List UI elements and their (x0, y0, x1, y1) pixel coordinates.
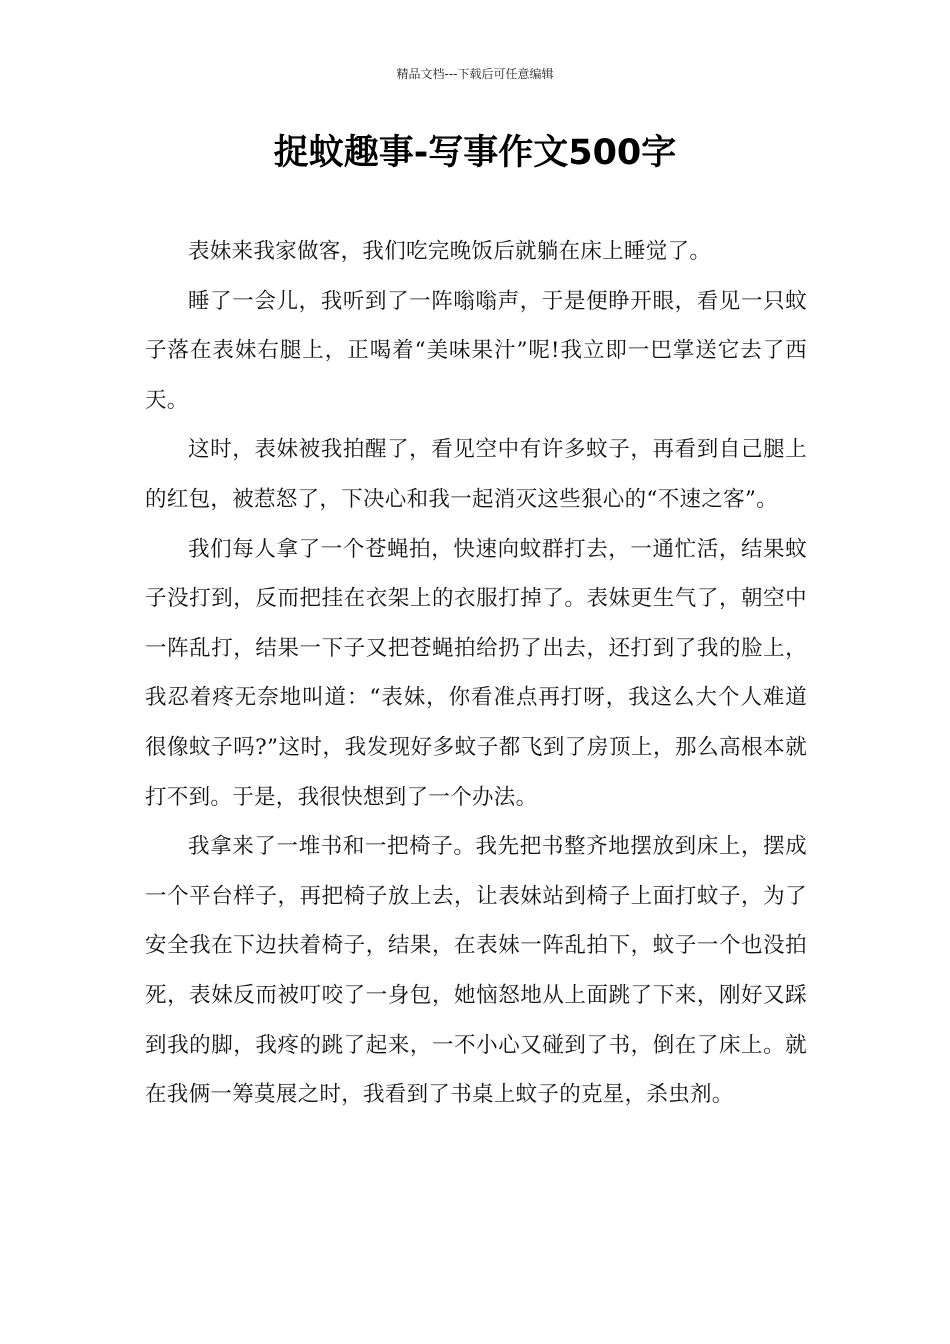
paragraph: 表妹来我家做客，我们吃完晚饭后就躺在床上睡觉了。 (188, 239, 712, 264)
paragraph: 睡了一会儿，我听到了一阵嗡嗡声，于是便睁开眼，看见一只蚊子落在表妹右腿上，正喝着“美味果汁”呢!我立即一巴掌送它去了西天。 (145, 288, 807, 413)
page-header-note: 精品文档---下载后可任意编辑 (396, 67, 554, 81)
document-title: 捉蚊趣事-写事作文500字 (273, 133, 677, 173)
document-body (145, 227, 807, 1120)
paragraph: 我们每人拿了一个苍蝇拍，快速向蚊群打去，一通忙活，结果蚊子没打到，反而把挂在衣架上的衣服打掉了。表妹更生气了，朝空中一阵乱打，结果一下子又把苍蝇拍给扔了出去，还打到了我的脸上，我忍着疼无奈地叫道：“表妹，你看准点再打呀，我这么大个人难道很像蚊子吗?”这时，我发现好多蚊子都飞到了房顶上，那么高根本就打不到。于是，我很快想到了一个办法。 (145, 536, 807, 810)
paragraph: 我拿来了一堆书和一把椅子。我先把书整齐地摆放到床上，摆成一个平台样子，再把椅子放上去，让表妹站到椅子上面打蚊子，为了安全我在下边扶着椅子，结果，在表妹一阵乱拍下，蚊子一个也没拍死，表妹反而被叮咬了一身包，她恼怒地从上面跳了下来，刚好又踩到我的脚，我疼的跳了起来，一不小心又碰到了书，倒在了床上。就在我俩一筹莫展之时，我看到了书桌上蚊子的克星，杀虫剂。 (145, 834, 807, 1108)
paragraph: 这时，表妹被我拍醒了，看见空中有许多蚊子，再看到自己腿上的红包，被惹怒了，下决心和我一起消灭这些狠心的“不速之客”。 (145, 437, 807, 512)
